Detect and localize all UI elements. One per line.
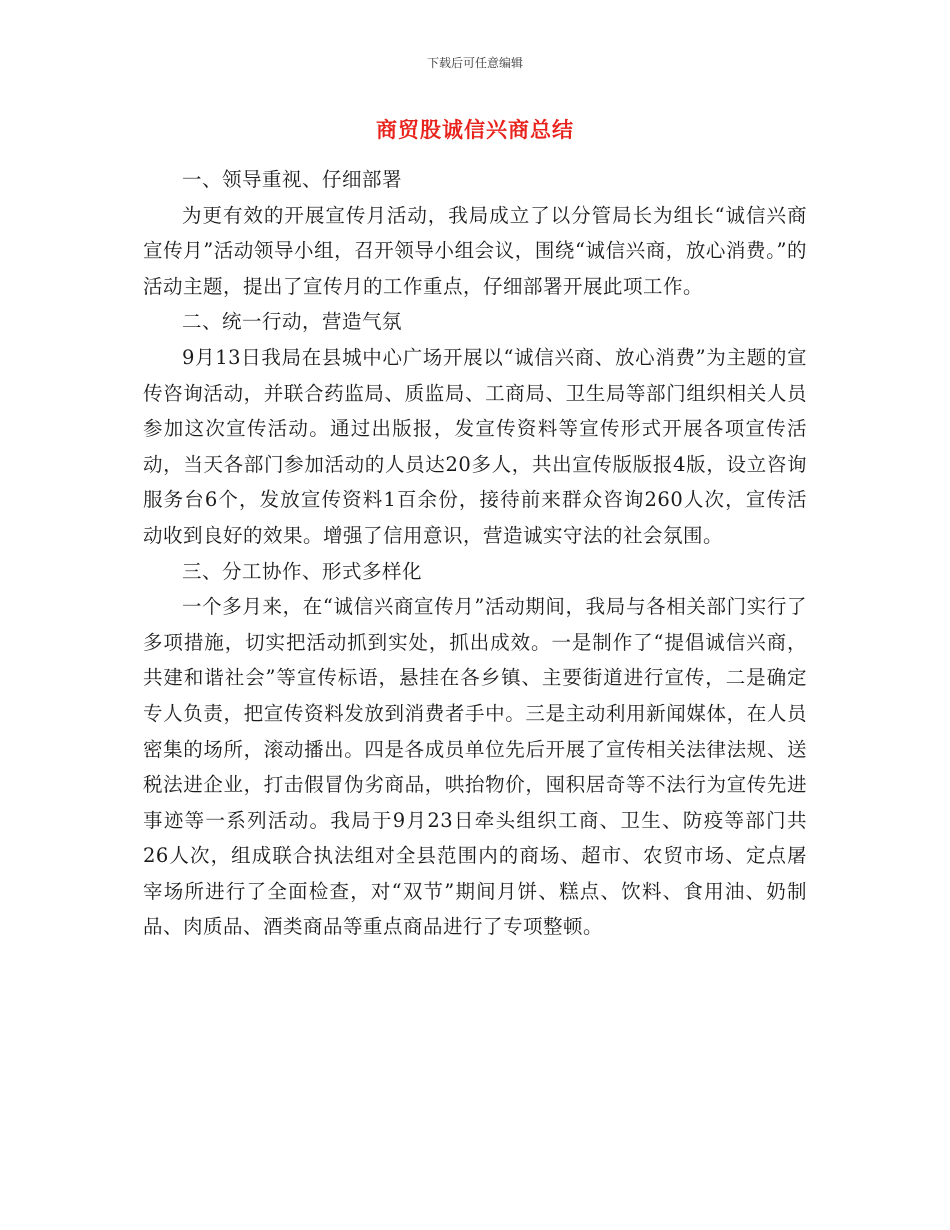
paragraph-2: 9月13日我局在县城中心广场开展以“诚信兴商、放心消费”为主题的宣传咨询活动，并联合药监局、质监局、工商局、卫生局等部门组织相关人员参加这次宣传活动。通过出版报，发宣传资料等宣传形式开展各项宣传活动，当天各部门参加活动的人员达20多人，共出宣传版版报4版，设立咨询服务台6个，发放宣传资料1百余份，接待前来群众咨询260人次，宣传活动收到良好的效果。增强了信用意识，营造诚实守法的社会氛围。 bbox=[143, 345, 807, 547]
page-header-note: 下载后可任意编辑 bbox=[426, 56, 523, 70]
section-heading-2: 二、统一行动，营造气氛 bbox=[182, 310, 403, 334]
document-body bbox=[143, 162, 807, 945]
document-title: 商贸股诚信兴商总结 bbox=[376, 118, 574, 142]
section-heading-3: 三、分工协作、形式多样化 bbox=[182, 559, 423, 583]
paragraph-1: 为更有效的开展宣传月活动，我局成立了以分管局长为组长“诚信兴商宣传月”活动领导小组，召开领导小组会议，围绕“诚信兴商，放心消费。”的活动主题，提出了宣传月的工作重点，仔细部署开展此项工作。 bbox=[143, 203, 807, 298]
section-heading-1: 一、领导重视、仔细部署 bbox=[182, 168, 403, 191]
paragraph-3: 一个多月来，在“诚信兴商宣传月”活动期间，我局与各相关部门实行了多项措施，切实把活动抓到实处，抓出成效。一是制作了“提倡诚信兴商，共建和谐社会”等宣传标语，悬挂在各乡镇、主要街道进行宣传，二是确定专人负责，把宣传资料发放到消费者手中。三是主动利用新闻媒体，在人员密集的场所，滚动播出。四是各成员单位先后开展了宣传相关法律法规、送税法进企业，打击假冒伪劣商品，哄抬物价，囤积居奇等不法行为宣传先进事迹等一系列活动。我局于9月23日牵头组织工商、卫生、防疫等部门共26人次，组成联合执法组对全县范围内的商场、超市、农贸市场、定点屠宰场所进行了全面检查，对“双节”期间月饼、糕点、饮料、食用油、奶制品、肉质品、酒类商品等重点商品进行了专项整顿。 bbox=[143, 595, 807, 939]
